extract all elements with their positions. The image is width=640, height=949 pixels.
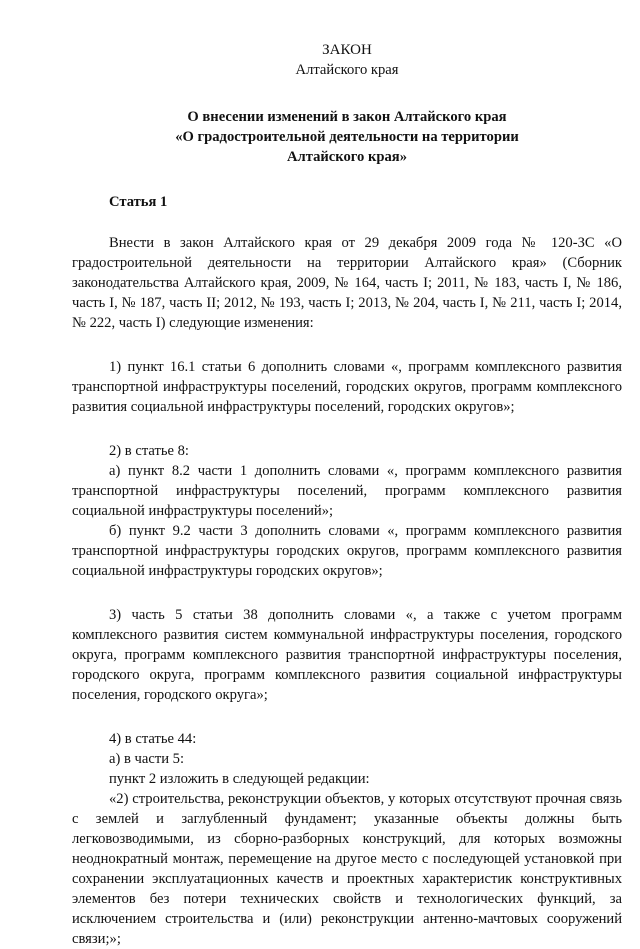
amendment-item-4a: а) в части 5: [109,751,185,767]
region-heading: Алтайского края [295,62,399,78]
amendment-item-3: 3) часть 5 статьи 38 дополнить словами «, а также с учетом программ комплексного развития систем коммунальной инфраструктуры поселения, городского округа, программ комплексного развития транспортной инфраструктуры поселения, городского округа, программ комплексного развития социальной инфраструктуры поселения, городского округа»; [72,607,622,703]
amendment-item-4a-sub: пункт 2 изложить в следующей редакции: [109,771,370,787]
amendment-item-4a-text: «2) строительства, реконструкции объектов, у которых отсутствуют прочная связь с землей и заглубленный фундамент; указанные объекты должны быть легковозводимыми, из сборно-разборных конструкций, для которых возможны неоднократный монтаж, перемещение на другое место с последующей установкой при сохранении эксплуатационных качеств и проектных характеристик конструктивных элементов без потери технических свойств и технологических функций, за исключением строительства и (или) реконструкции антенно-мачтовых сооружений связи;»; [72,791,622,947]
law-heading: ЗАКОН [322,42,372,58]
amendment-item-2: 2) в статье 8: [109,443,189,459]
amendment-item-1: 1) пункт 16.1 статьи 6 дополнить словами «, программ комплексного развития транспортной инфраструктуры поселений, городских округов, программ комплексного развития социальной инфраструктуры поселений, городских округов»; [72,359,622,415]
amendment-item-4: 4) в статье 44: [109,731,197,747]
amendment-item-2a: а) пункт 8.2 части 1 дополнить словами «, программ комплексного развития транспортной инфраструктуры поселений, программ комплексного развития социальной инфраструктуры поселений»; [72,463,622,519]
amendment-item-2b: б) пункт 9.2 части 3 дополнить словами «, программ комплексного развития транспортной инфраструктуры городских округов, программ комплексного развития социальной инфраструктуры городских округов»; [72,523,622,579]
article-intro-paragraph: Внести в закон Алтайского края от 29 декабря 2009 года № 120-ЗС «О градостроительной деятельности на территории Алтайского края» (Сборник законодательства Алтайского края, 2009, № 164, часть I; 2011, № 183, часть I, № 186, часть I, № 187, часть II; 2012, № 193, часть I; 2013, № 204, часть I, № 211, часть I; 2014, № 222, часть I) следующие изменения: [72,235,622,331]
law-title-line-1: О внесении изменений в закон Алтайского края [187,109,507,125]
article-heading: Статья 1 [109,194,168,210]
law-title-line-3: Алтайского края» [287,149,407,165]
law-title [72,107,622,167]
document-page [72,30,622,949]
law-title-line-2: «О градостроительной деятельности на территории [175,129,519,145]
